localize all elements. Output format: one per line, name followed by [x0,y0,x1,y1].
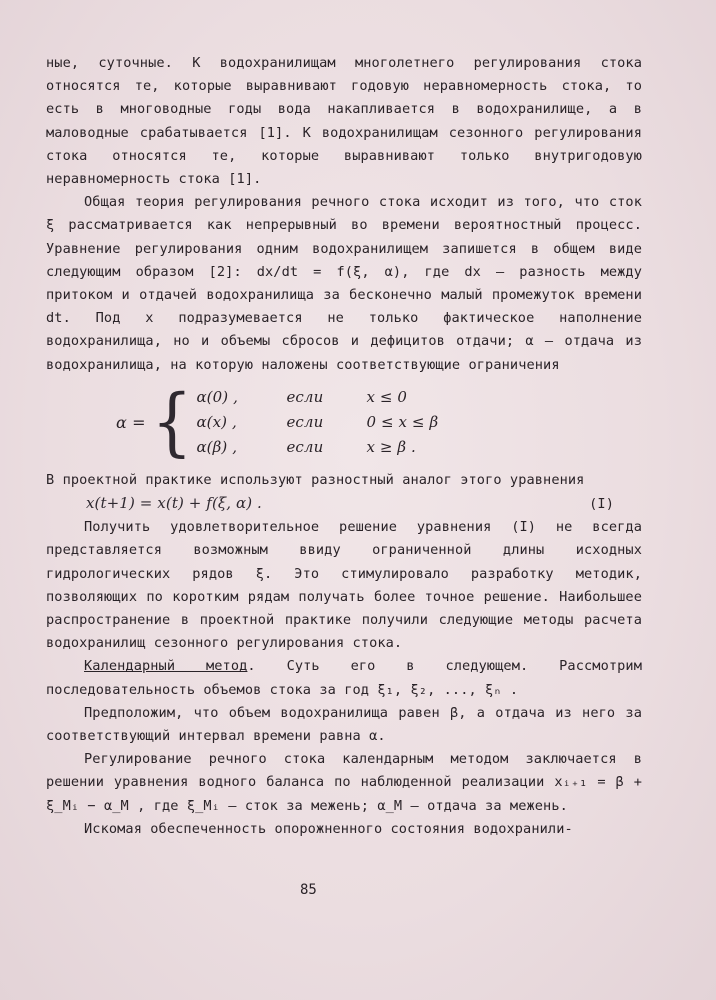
body-text [46,52,642,841]
paragraph-6: Предположим, что объем водохранилища равен β, а отдача из него за соответствующий интервал времени равна α. [46,704,642,745]
paragraph-5: Календарный метод. Суть его в следующем. Рассмотрим последовательность объемов стока за год ξ₁, ξ₂, ..., ξₙ . [46,658,642,698]
page-number: 85 [300,882,317,898]
paragraph-4: Получить удовлетворительное решение уравнения (I) не всегда представляется возможным ввиду ограниченной длины исходных гидрологических рядов ξ. Это стимулировало разработку методик, позволяющих по коротким рядам получать более точное решение. Наибольшее распространение в проектной практике получили следующие методы расчета водохранилищ сезонного регулирования стока. [46,519,642,652]
paragraph-8: Искомая обеспеченность опорожненного состояния водохранили- [84,820,573,837]
paragraph-3: В проектной практике используют разностный аналог этого уравнения [46,471,585,488]
difference-equation: x(t+1) = x(t) + f(ξ, α) . (I) [86,494,614,513]
paragraph-1: ные, суточные. К водохранилищам многолетнего регулирования стока относятся те, которые выравнивают годовую неравномерность стока, то есть в многоводные годы вода накапливается в водохранилище, а в маловодные срабатывается [1]. К водохранилищам сезонного регулирования стока относятся те, которые выравнивают только внутригодовую неравномерность стока [1]. [46,55,642,188]
paragraph-2: Общая теория регулирования речного стока исходит из того, что сток ξ рассматривается как непрерывный во времени вероятностный процесс. Уравнение регулирования одним водохранилищем запишется в общем виде следующим образом [2]: dx/dt = f(ξ, α), где dx – разность между притоком и отдачей водохранилища за бесконечно малый промежуток времени dt. Под x подразумевается не только фактическое наполнение водохранилища, но и объемы сбросов и дефицитов отдачи; α – отдача из водохранилища, на которую наложены соответствующие ограничения [46,194,642,373]
piecewise-formula: α = { α(0) , если x ≤ 0 α(x) , если 0 ≤ x ≤ β α(β) , если x ≥ β . [116,383,642,463]
formula-case-row: α(0) , если x ≤ 0 [196,388,408,407]
section-heading: Календарный метод [84,658,248,675]
brace-symbol: { [151,380,193,466]
paragraph-7: Регулирование речного стока календарным методом заключается в решении уравнения водного баланса по наблюденной реализации xᵢ₊₁ = β + ξ_Mᵢ − α_M , где ξ_Mᵢ – сток за межень; α_M – отдача за межень. [46,751,642,814]
formula-case-row: α(x) , если 0 ≤ x ≤ β [196,413,439,432]
formula-case-row: α(β) , если x ≥ β . [196,438,416,457]
